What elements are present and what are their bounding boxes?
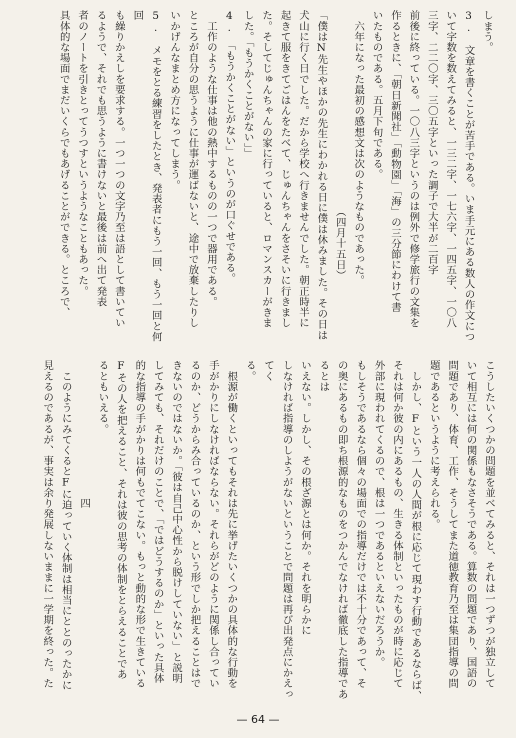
text-line: このようにみてくるとFに迫っていく体制は相当にととのったかに xyxy=(59,360,72,691)
text-line: 問題であり、体育、工作、そうしてまた道徳教育乃至は集団指導の問 xyxy=(446,360,459,689)
text-line: るようで、それでも思うように書けないと最後は前へ出て発表 xyxy=(94,10,107,307)
text-line: 見えるのであるが、事実は余り発展しないままに一学期を終った。た xyxy=(41,360,54,689)
text-line: 六年になった最初の感想文は次のようなものであった。 xyxy=(352,10,365,286)
text-line: してみても、それだけのことで、「ではどうするのか」といった具体 xyxy=(151,360,164,684)
text-line: の奥にあるもの即ち根源的なものをつかんでなければ徹底した指導であるとは xyxy=(317,360,348,700)
text-line: しかし、Fという一人の人間が根に応じて現わす行動であるならば、 xyxy=(409,360,422,701)
text-line: 手がかりにしなければならない。それらがどのように関係し合ってい xyxy=(206,360,219,689)
text-line: それは何か彼の内にあるもの、生きる体制といったものが時に応じて xyxy=(390,360,403,689)
text-line: しなければ指導のしようがないということで問題は再び出発点にかえってく xyxy=(262,360,293,700)
text-line: 起きて服をきてごはんをたべて、じゅんちゃんをさそいに行きまし xyxy=(278,10,291,328)
text-line: た。そしてじゅんちゃんの家に行っていると、ロマンスカーがきま xyxy=(260,10,273,328)
text-line: 4. 「もうかくことがない」というのが口ぐせである。 xyxy=(223,10,236,284)
text-line: しまう。 xyxy=(481,10,493,53)
text-line: いて相互には何の関係もなさそうである。算数の問題であり、国語の xyxy=(464,360,477,689)
text-line: 者のノートを引きとってうつすというようなこともあった。 xyxy=(76,10,89,297)
text-line: も繰りかえしを要求する。一つ一つの文字乃至は語として書いてい xyxy=(112,10,125,328)
upper-text-block xyxy=(21,10,496,345)
text-line: 「僕はN先生やほかの先生にわかれる日に僕は休みました。その日は xyxy=(315,10,328,341)
text-line: きないのではないか。「彼は自己中心性から脱けしていない」と説明 xyxy=(170,360,183,684)
text-line: もしそうであるなら個々の場面での指導だけでは不十分であって、そ xyxy=(354,360,367,689)
text-line: 作るときに、「朝日新聞社」「動物園」「海」の三分節にわけて書 xyxy=(388,10,401,313)
text-line: 四 xyxy=(78,360,91,509)
text-line: いたものである。五月下旬である。 xyxy=(370,10,383,180)
page-number: — 64 — xyxy=(236,713,280,726)
text-line: こうしたいくつかの問題を並べてみると、それは一つずつが独立して xyxy=(483,360,495,689)
lower-text-block xyxy=(28,360,498,705)
text-line: 犬山に行く日でした。だから学校へ行きませんでした。朝正時半に xyxy=(296,10,309,328)
text-line: 具体的な場面でまだいくらでもあげることができる。ところで、 xyxy=(57,10,70,318)
text-line: いかげんなまとめ方になってしまう。 xyxy=(168,10,181,191)
text-line: 三字、二二〇字、三〇五字といった調子で大半が二百字 xyxy=(425,10,438,275)
text-line: るともいえる。 xyxy=(96,360,109,435)
text-line: （四月十五日） xyxy=(333,10,346,281)
text-line: 5. メモをとる練習をしたとき、発表者にもう一回、もう一回と何回 xyxy=(131,10,162,342)
text-line: した。「もうかくことがない」」 xyxy=(241,10,254,159)
text-line: いえない。しかし、その根ざ源とは何か。それを明らかに xyxy=(298,360,311,636)
text-line: 前後に終っている。一〇八三字というのは例外で修学旅行の文集を xyxy=(407,10,420,328)
text-line: 3. 文章を書くことが苦手である。いま手元にある数人の作文につ xyxy=(462,10,475,342)
text-line: ところが自分の思うように仕事が運ばないと、途中で放棄したりし xyxy=(186,10,199,328)
text-line: 的な指導の手がかりは何もでてこない。もっと動的な形で生きている xyxy=(133,360,146,689)
text-line: る。 xyxy=(243,360,256,382)
text-line: るのか、どうからみ合っているのか、という形でしか把えることはで xyxy=(188,360,201,689)
text-line: 工作のような仕事は他の熱中するものの一つで器用である。 xyxy=(204,10,217,307)
text-line: 根源が働くといってもそれは先に挙げたいくつかの具体的な行動を xyxy=(225,360,238,689)
text-line: Fその人を把えること、それは彼の思考の体制をとらえることであ xyxy=(114,360,127,680)
text-line: 外部に現われてくるので、根は一つであるといえないだろうか。 xyxy=(372,360,385,668)
text-line: いて字数を数えてみると、一三二字、一七六字、一四五字、一〇八 xyxy=(444,10,457,328)
text-line: 題であるというように考えられる。 xyxy=(427,360,440,530)
